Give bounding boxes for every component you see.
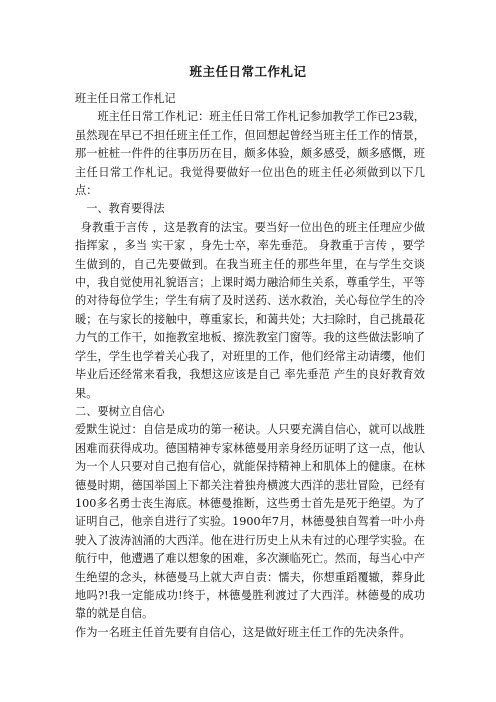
closing-paragraph: 作为一名班主任首先要有自信心，这是做好班主任工作的先决条件。 [75,625,411,639]
section-paragraph-2: 爱默生说过：自信是成功的第一秘诀。人只要充满自信心，就可以战胜困难而获得成功。德国精神专家林德曼用亲身经历证明了这一点，他认为一个人只要对自己抱有信心，就能保持精神上和肌体上的健康。在林德曼时期，德国举国上下都关注着独舟横渡大西洋的悲壮冒险，已经有100多名勇士丧生海底。林德曼推断，这些勇士首先是死于绝望。为了证明自己，他亲自进行了实验。1900年7月，林德曼独自驾着一叶小舟驶入了波涛汹涌的大西洋。他在进行历史上从未有过的心理学实验。在航行中，他遭遇了难以想象的困难，多次濒临死亡。然而，每当心中产生绝望的念头，林德曼马上就大声自责：懦夫，你想重蹈覆辙，葬身此地吗?!我一定能成功!终于，林德曼胜利渡过了大西洋。林德曼的成功靠的就是自信。 [75,423,425,621]
document-title: 班主任日常工作札记 [189,64,307,79]
document-subtitle: 班主任日常工作札记 [75,92,176,105]
section-paragraph-1: 身教重于言传 ，这是教育的法宝。要当好一位出色的班主任理应少做 指挥家 ，多当 实干家 ，身先士卒，率先垂范。 身教重于言传 ，要学生做到的，自己先要做到。在我当班主任的那些年里，在与学生交谈中，我自觉使用礼貌语言；上课时竭力融洽师生关系，尊重学生，平等的对待每位学生；学生有病了及时送药、送水救治，关心每位学生的冷暖；在与家长的接触中，尊重家长，和蔼共处；大扫除时，自己挑最花力气的工作干，如拖教室地板、擦洗教室门窗等。我的这些做法影响了学生，学生也学着关心我了，对班里的工作，他们经常主动请缨，他们毕业后还经常来看我，我想这应该是自己 率先垂范 产生的良好教育效果。 [75,220,425,400]
intro-paragraph: 班主任日常工作札记：班主任日常工作札记参加教学工作已23载，虽然现在早已不担任班主任工作，但回想起曾经当班主任工作的情景，那一桩桩一件件的往事历历在目，颇多体验，颇多感受，颇多感慨，班主任日常工作札记。我觉得要做好一位出色的班主任必须做到以下几点： [75,110,425,198]
document-body [75,90,425,642]
section-heading-1: 一、教育要得法 [86,202,165,216]
section-heading-2: 二、要树立自信心 [75,404,165,418]
